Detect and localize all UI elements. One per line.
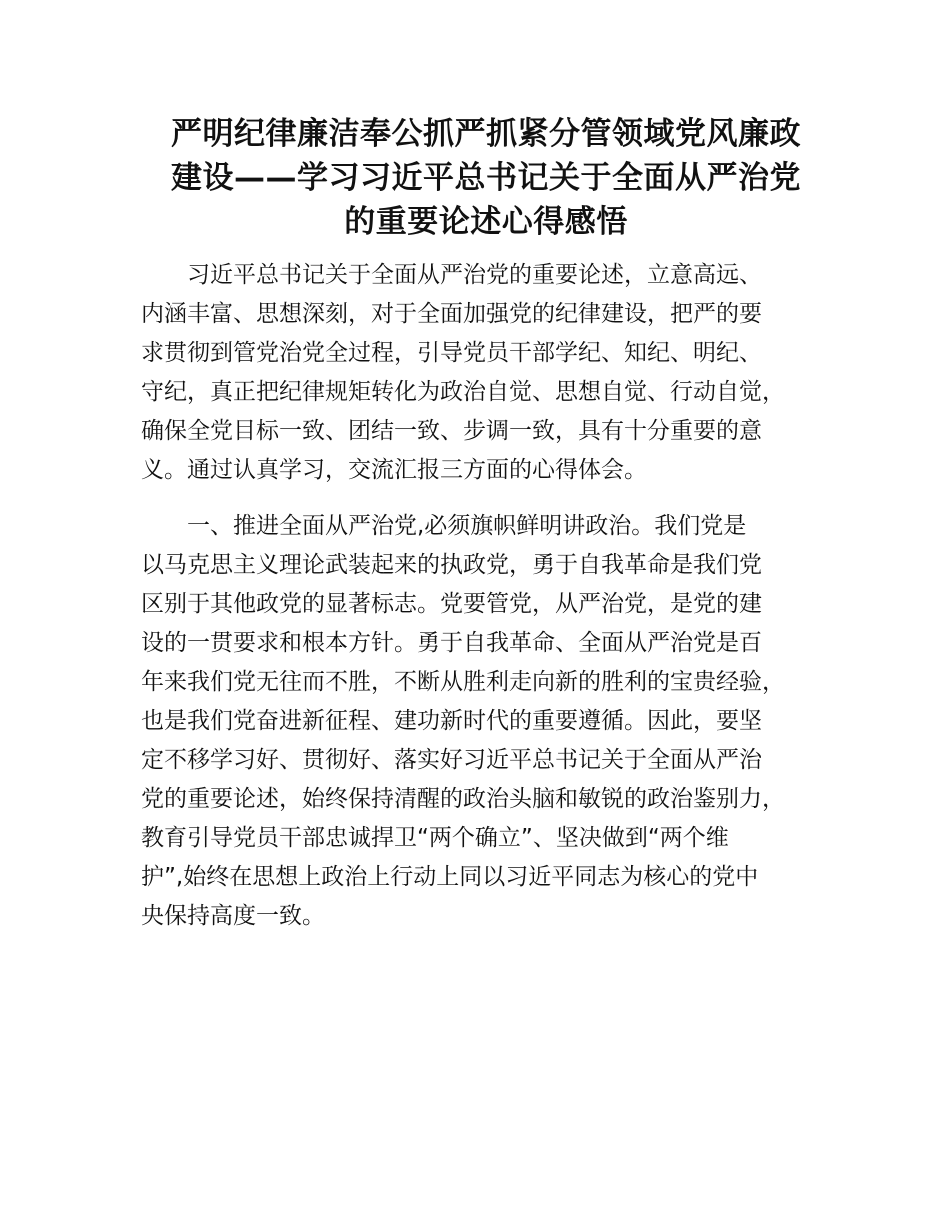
- text-line: 定不移学习好、贯彻好、落实好习近平总书记关于全面从严治: [141, 747, 762, 773]
- text-line: 护”,始终在思想上政治上行动上同以习近平同志为核心的党中: [141, 864, 759, 890]
- text-line: 设的一贯要求和根本方针。勇于自我革命、全面从严治党是百: [141, 630, 762, 656]
- text-line: 教育引导党员干部忠诚捍卫“两个确立”、坚决做到“两个维: [141, 825, 729, 851]
- text-line: 一、推进全面从严治党,必须旗帜鲜明讲政治。我们党是: [187, 513, 747, 539]
- document-title: [141, 112, 831, 244]
- text-line: 习近平总书记关于全面从严治党的重要论述，立意高远、: [187, 262, 762, 288]
- title-line: 建设——学习习近平总书记关于全面从严治党: [171, 160, 801, 196]
- paragraph-section-one: [141, 507, 831, 936]
- text-line: 年来我们党无往而不胜，不断从胜利走向新的胜利的宝贵经验，: [141, 669, 785, 695]
- text-line: 区别于其他政党的显著标志。党要管党，从严治党，是党的建: [141, 591, 762, 617]
- text-line: 求贯彻到管党治党全过程，引导党员干部学纪、知纪、明纪、: [141, 340, 762, 366]
- text-line: 以马克思主义理论武装起来的执政党，勇于自我革命是我们党: [141, 552, 762, 578]
- text-line: 央保持高度一致。: [141, 903, 325, 929]
- title-line: 严明纪律廉洁奉公抓严抓紧分管领域党风廉政: [171, 116, 801, 152]
- document-body: [141, 256, 831, 936]
- text-line: 守纪，真正把纪律规矩转化为政治自觉、思想自觉、行动自觉，: [141, 379, 785, 405]
- document-page: [141, 112, 831, 936]
- text-line: 确保全党目标一致、团结一致、步调一致，具有十分重要的意: [141, 418, 762, 444]
- title-line: 的重要论述心得感悟: [344, 204, 628, 240]
- text-line: 也是我们党奋进新征程、建功新时代的重要遵循。因此，要坚: [141, 708, 762, 734]
- text-line: 党的重要论述，始终保持清醒的政治头脑和敏锐的政治鉴别力，: [141, 786, 785, 812]
- text-line: 义。通过认真学习，交流汇报三方面的心得体会。: [141, 457, 647, 483]
- text-line: 内涵丰富、思想深刻，对于全面加强党的纪律建设，把严的要: [141, 301, 762, 327]
- paragraph-intro: [141, 256, 831, 490]
